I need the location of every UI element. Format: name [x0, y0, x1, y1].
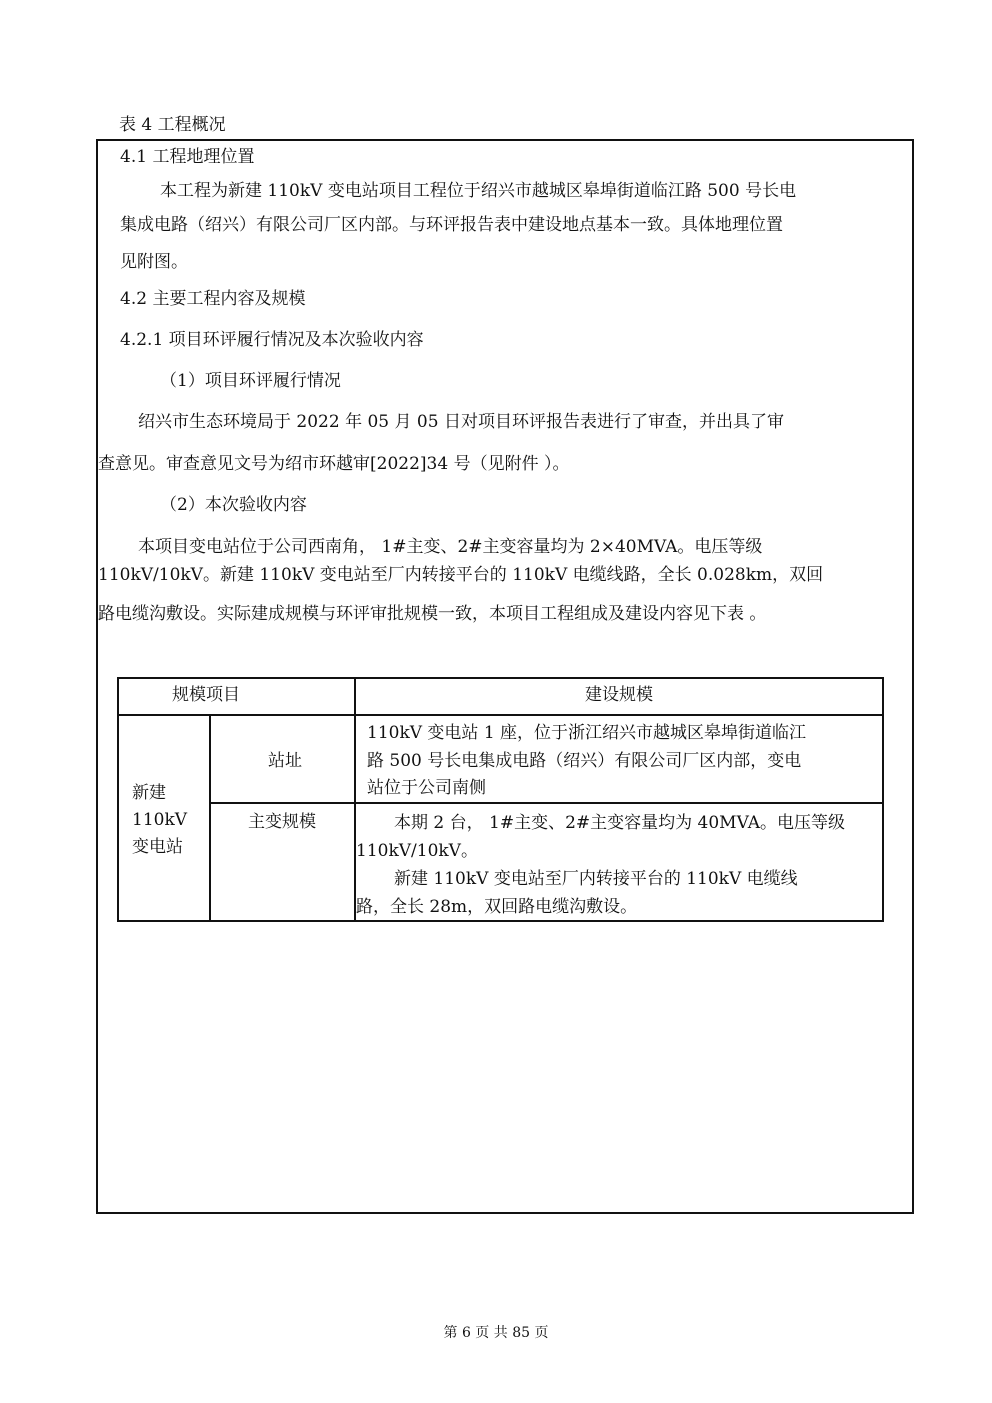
item-1-line-1: 绍兴市生态环境局于 2022 年 05 月 05 日对项目环评报告表进行了审查，并出具了审: [138, 412, 784, 432]
row-label-site: 站址: [268, 751, 302, 771]
group-label-line-2: 110kV: [132, 810, 188, 830]
site-desc-line-1: 110kV 变电站 1 座，位于浙江绍兴市越城区皋埠街道临江: [367, 723, 807, 743]
page-footer: 第 6 页 共 85 页: [443, 1325, 549, 1341]
transformer-desc-line-1: 本期 2 台， 1#主变、2#主变容量均为 40MVA。电压等级: [394, 813, 845, 833]
item-2-line-1: 本项目变电站位于公司西南角， 1#主变、2#主变容量均为 2×40MVA。电压等级: [138, 537, 763, 557]
table-caption: 表 4 工程概况: [119, 115, 226, 135]
item-2-line-2: 110kV/10kV。新建 110kV 变电站至厂内转接平台的 110kV 电缆线路，全长 0.028km，双回: [98, 565, 824, 585]
section-4-2-heading: 4.2 主要工程内容及规模: [120, 289, 306, 309]
section-4-1-line-1: 本工程为新建 110kV 变电站项目工程位于绍兴市越城区皋埠街道临江路 500 号长电: [160, 181, 797, 201]
section-4-1-line-2: 集成电路（绍兴）有限公司厂区内部。与环评报告表中建设地点基本一致。具体地理位置: [120, 215, 783, 235]
header-construction-scale: 建设规模: [585, 685, 653, 705]
item-2-title: （2）本次验收内容: [160, 495, 307, 515]
group-label-line-1: 新建: [132, 783, 166, 803]
section-4-1-heading: 4.1 工程地理位置: [120, 147, 255, 167]
site-desc-line-2: 路 500 号长电集成电路（绍兴）有限公司厂区内部，变电: [367, 751, 802, 771]
transformer-desc-line-4: 路，全长 28m，双回路电缆沟敷设。: [356, 897, 638, 917]
header-scale-item: 规模项目: [172, 685, 240, 705]
row-label-transformer: 主变规模: [248, 812, 316, 832]
table-divider: [209, 714, 211, 922]
item-2-line-3: 路电缆沟敷设。实际建成规模与环评审批规模一致，本项目工程组成及建设内容见下表 。: [98, 604, 767, 624]
table-divider: [209, 802, 884, 804]
transformer-desc-line-2: 110kV/10kV。: [356, 841, 478, 861]
transformer-desc-line-3: 新建 110kV 变电站至厂内转接平台的 110kV 电缆线: [394, 869, 798, 889]
item-1-line-2: 查意见。审查意见文号为绍市环越审[2022]34 号（见附件 ）。: [98, 454, 570, 474]
section-4-2-1-heading: 4.2.1 项目环评履行情况及本次验收内容: [120, 330, 424, 350]
group-label-line-3: 变电站: [132, 837, 183, 857]
table-divider: [117, 714, 884, 716]
section-4-1-line-3: 见附图。: [120, 252, 188, 272]
site-desc-line-3: 站位于公司南侧: [367, 778, 486, 798]
item-1-title: （1）项目环评履行情况: [160, 371, 341, 391]
